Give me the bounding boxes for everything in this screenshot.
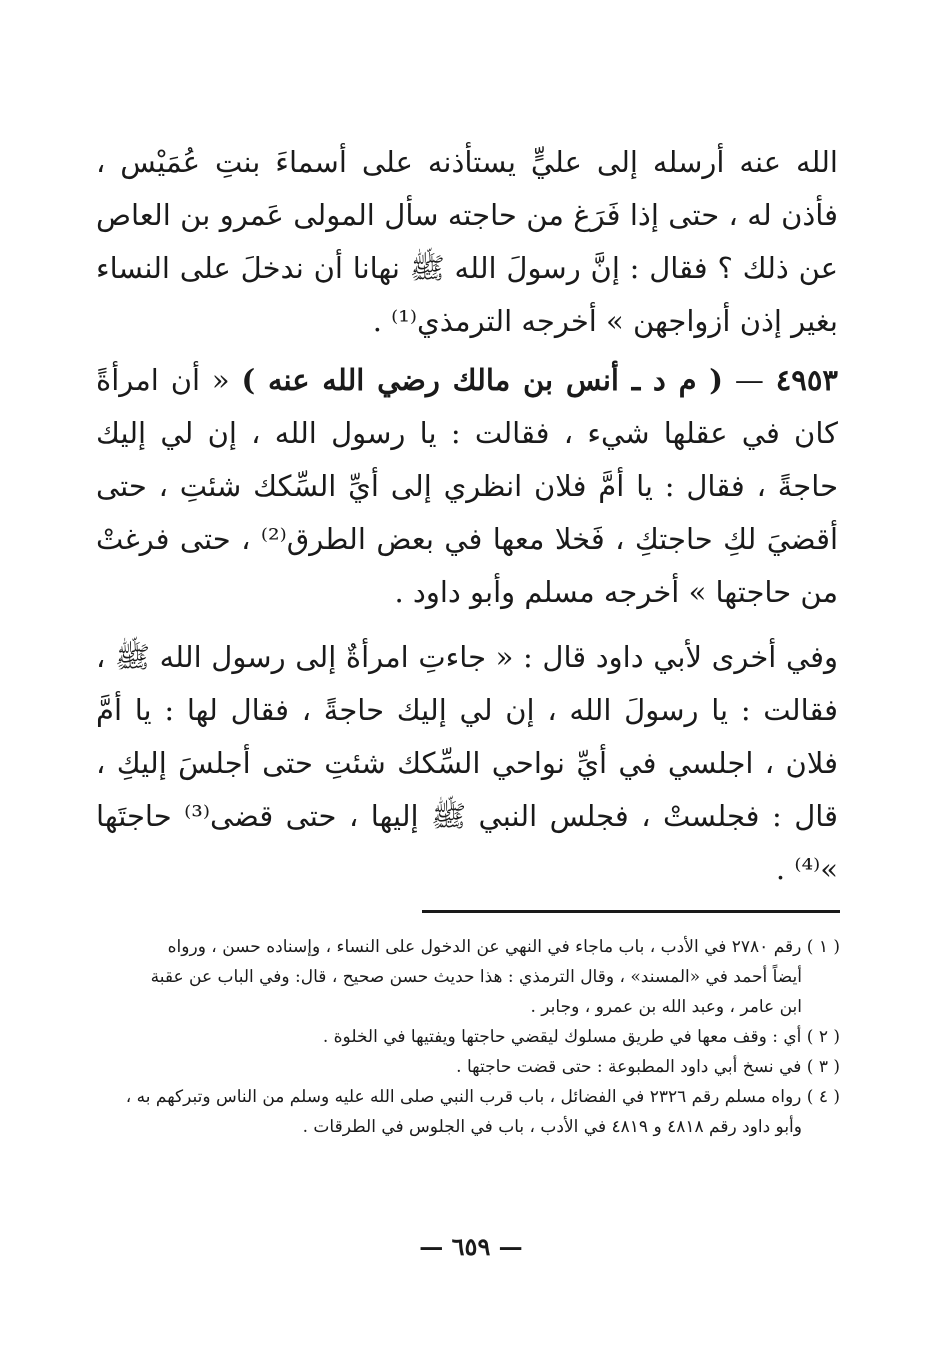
hadith-text: « أن امرأةً كان في عقلها شيء ، فقالت : يا رسول الله ، إن لي إليك حاجةً ، فقال : يا أمَّ فلان انظري إلى أيِّ السِّكك شئتِ ، حتى أقضيَ لكِ حاجتكِ ، فَخلا معها في بعض الطرق⁽²⁾ ، حتى فرغتْ من حاجتها » أخرجه مسلم وأبو داود .: [96, 363, 839, 609]
footnote-1-line-3: ابن عامر ، وعبد الله بن عمرو ، وجابر .: [530, 997, 802, 1017]
hadith-paragraph: [96, 354, 838, 619]
footnote-3: ( ٣ ) في نسخ أبي داود المطبوعة : حتى قضت حاجتها .: [456, 1057, 840, 1077]
paragraph-abu-dawud: وفي أخرى لأبي داود قال : « جاءتِ امرأةٌ إلى رسول الله ﷺ ، فقالت : يا رسولَ الله ، إن لي إليك حاجةً ، فقال لها : يا أمَّ فلان ، اجلسي في أيِّ نواحي السِّكك شئتِ حتى أجلسَ إليكِ ، قال : فجلستْ ، فجلس النبي ﷺ إليها ، حتى قضى⁽³⁾ حاجتَها »⁽⁴⁾ .: [96, 640, 839, 886]
footnotes: [104, 932, 840, 1142]
page-number: — ٦٥٩ —: [419, 1232, 523, 1261]
hadith-narrators: ( م د ـ أنس بن مالك رضي الله عنه ): [241, 363, 723, 397]
hadith-dash: —: [722, 363, 776, 397]
main-text: [96, 136, 838, 896]
hadith-number: ٤٩٥٣: [775, 363, 839, 397]
paragraph-continuation: الله عنه أرسله إلى عليٍّ يستأذنه على أسماءَ بنتِ عُمَيْس ، فأذن له ، حتى إذا فَرَغ من حاجته سأل المولى عَمرو بن العاص عن ذلك ؟ فقال : إنَّ رسولَ الله ﷺ نهانا أن ندخلَ على النساء بغير إذن أزواجهن » أخرجه الترمذي⁽¹⁾ .: [96, 145, 838, 338]
footnote-4-line-1: ( ٤ ) رواه مسلم رقم ٢٣٢٦ في الفضائل ، باب قرب النبي صلى الله عليه وسلم من الناس وتبركهم به ،: [125, 1087, 840, 1107]
footnote-2: ( ٢ ) أي : وقف معها في طريق مسلوك ليقضي حاجتها ويفتيها في الخلوة .: [322, 1027, 840, 1047]
footnote-4-line-2: وأبو داود رقم ٤٨١٨ و ٤٨١٩ في الأدب ، باب في الجلوس في الطرقات .: [302, 1117, 802, 1137]
footnote-divider: [422, 910, 840, 913]
footnote-1-line-2: أيضاً أحمد في «المسند» ، وقال الترمذي : هذا حديث حسن صحيح ، قال: وفي الباب عن عقبة: [150, 967, 802, 987]
footnote-1-line-1: ( ١ ) رقم ٢٧٨٠ في الأدب ، باب ماجاء في النهي عن الدخول على النساء ، وإسناده حسن ، ورواه: [167, 937, 840, 957]
